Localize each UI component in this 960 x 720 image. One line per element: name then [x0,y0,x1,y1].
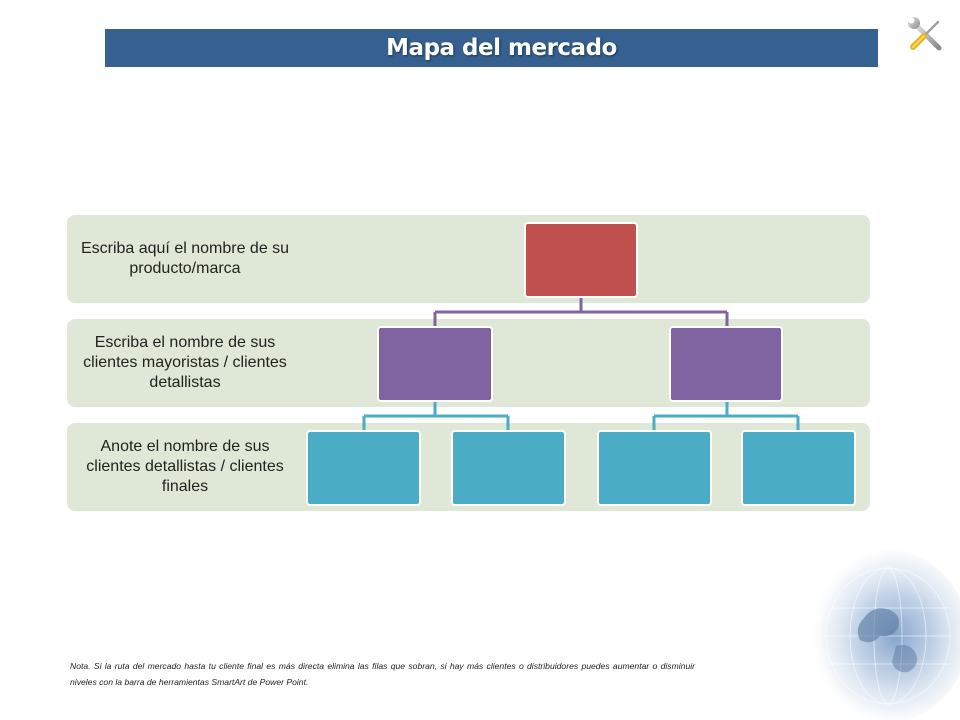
level3-node-4[interactable] [741,430,856,506]
globe-map-decoration [800,548,960,720]
connector-right-level3 [654,400,798,432]
connector-root-level2 [435,296,727,328]
level2-node-left[interactable] [377,326,493,402]
band-final-clients-label: Anote el nombre de sus clientes detallistas / clientes finales [86,438,284,495]
level3-node-3[interactable] [597,430,712,506]
level3-node-2[interactable] [451,430,566,506]
slide-title: Mapa del mercado [386,35,617,61]
level2-node-right[interactable] [669,326,783,402]
band-wholesale-label: Escriba el nombre de sus clientes mayoristas / clientes detallistas [83,334,287,391]
band-product-label: Escriba aquí el nombre de su producto/marca [80,240,290,277]
connector-left-level3 [364,400,508,432]
level3-node-1[interactable] [306,430,421,506]
footnote: Nota. Si la ruta del mercado hasta tu cliente final es más directa elimina las filas que sobran, si hay más clientes o distribuidores puedes aumentar o disminuir niveles con la barra de herramientas SmartArt de Power Point. [70,661,695,687]
root-node[interactable] [524,222,638,298]
